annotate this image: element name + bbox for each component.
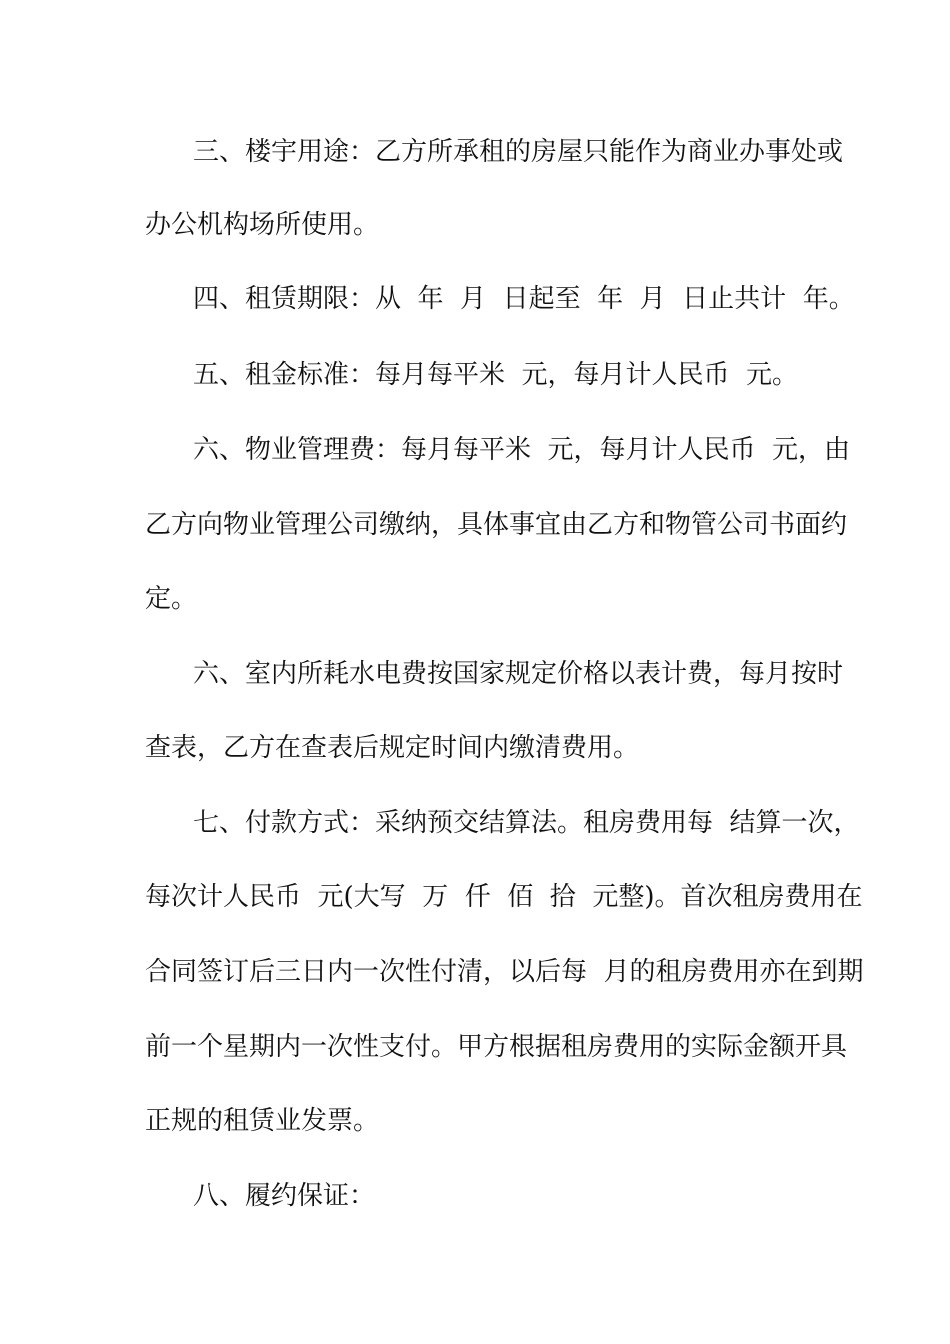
clause-8-heading: 八、履约保证： <box>193 1181 376 1211</box>
clause-6-property-fee-line-1: 六、物业管理费：每月每平米 元，每月计人民币 元，由 <box>193 435 851 465</box>
clause-3-line-2: 办公机构场所使用。 <box>145 210 380 240</box>
clause-3-line-1: 三、楼宇用途：乙方所承租的房屋只能作为商业办事处或 <box>193 137 844 167</box>
clause-6-utilities-line-1: 六、室内所耗水电费按国家规定价格以表计费，每月按时 <box>193 659 844 689</box>
clause-5-rent-standard: 五、租金标准：每月每平米 元，每月计人民币 元。 <box>193 360 799 390</box>
clause-7-payment-line-3: 合同签订后三日内一次性付清，以后每 月的租房费用亦在到期 <box>145 957 864 987</box>
clause-4-lease-term: 四、租赁期限：从 年 月 日起至 年 月 日止共计 年。 <box>193 284 855 314</box>
clause-7-payment-line-5: 正规的租赁业发票。 <box>145 1106 380 1136</box>
clause-7-payment-line-2: 每次计人民币 元(大写 万 仟 佰 拾 元整)。首次租房费用在 <box>145 882 863 912</box>
clause-6-property-fee-line-3: 定。 <box>145 584 198 614</box>
clause-7-payment-line-4: 前一个星期内一次性支付。甲方根据租房费用的实际金额开具 <box>145 1032 848 1062</box>
clause-6-utilities-line-2: 查表，乙方在查表后规定时间内缴清费用。 <box>145 733 640 763</box>
clause-7-payment-line-1: 七、付款方式：采纳预交结算法。租房费用每 结算一次， <box>193 808 860 838</box>
clause-6-property-fee-line-2: 乙方向物业管理公司缴纳，具体事宜由乙方和物管公司书面约 <box>145 510 848 540</box>
